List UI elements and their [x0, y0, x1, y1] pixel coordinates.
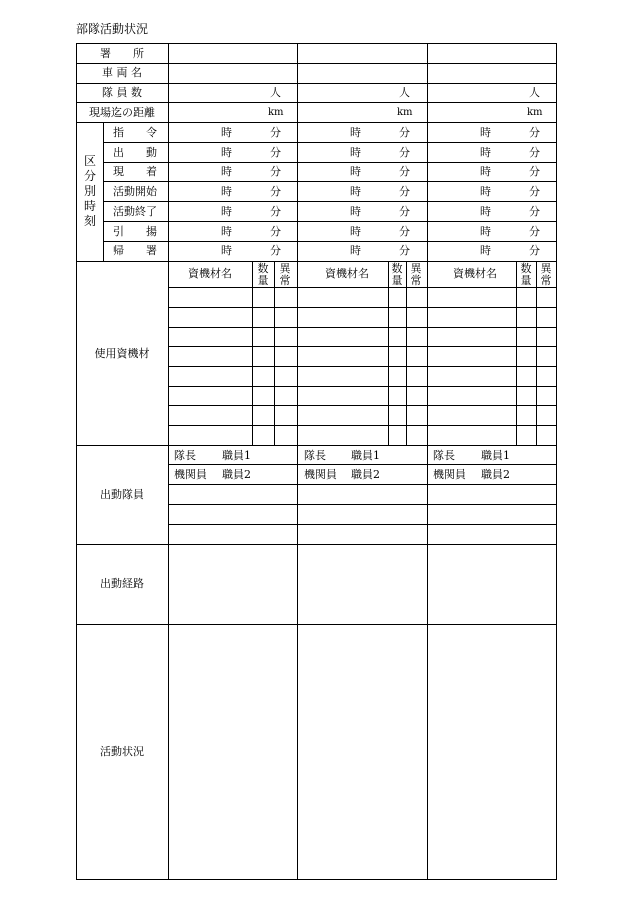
unit-hour: 時 [221, 165, 232, 178]
equipment-qty-header: 数 [391, 262, 403, 275]
time-group-label [83, 154, 97, 229]
unit-hour: 時 [221, 225, 232, 238]
crew-label: 出動隊員 [100, 488, 144, 501]
unit-minute: 分 [529, 165, 540, 178]
unit-person: 人 [399, 86, 410, 99]
time-row-label: 指 令 [113, 126, 157, 139]
equipment-abnormal-header: 常 [410, 274, 422, 287]
activity-label: 活動状況 [100, 745, 144, 758]
crew-role-staff1: 職員1 [351, 449, 380, 462]
crew-role-staff2: 職員2 [222, 468, 251, 481]
time-row-label: 帰 署 [113, 244, 157, 257]
unit-minute: 分 [270, 244, 281, 257]
equipment-qty-header: 数 [257, 262, 269, 275]
equipment-name-header: 資機材名 [453, 267, 497, 280]
equipment-name-header: 資機材名 [325, 267, 369, 280]
equipment-label: 使用資機材 [94, 347, 150, 360]
time-group-label-char: 別 [83, 184, 96, 198]
crew-role-engineer: 機関員 [304, 468, 337, 481]
time-group-label-char: 区 [83, 154, 96, 168]
unit-hour: 時 [480, 244, 491, 257]
time-row-label: 引 揚 [113, 225, 157, 238]
equipment-abnormal-header: 常 [279, 274, 291, 287]
unit-minute: 分 [399, 244, 410, 257]
unit-minute: 分 [399, 205, 410, 218]
crew-role-staff1: 職員1 [481, 449, 510, 462]
unit-minute: 分 [270, 165, 281, 178]
time-row-label: 現 着 [113, 165, 157, 178]
unit-minute: 分 [529, 244, 540, 257]
unit-hour: 時 [480, 146, 491, 159]
unit-minute: 分 [270, 126, 281, 139]
crew-role-captain: 隊長 [174, 449, 196, 462]
unit-hour: 時 [480, 225, 491, 238]
unit-minute: 分 [399, 146, 410, 159]
unit-hour: 時 [350, 225, 361, 238]
unit-minute: 分 [529, 205, 540, 218]
unit-minute: 分 [270, 225, 281, 238]
equipment-qty-header: 量 [520, 274, 532, 287]
unit-hour: 時 [350, 244, 361, 257]
equipment-abnormal-header: 異 [410, 262, 422, 275]
document-title: 部隊活動状況 [76, 22, 149, 36]
equipment-qty-header: 数 [520, 262, 532, 275]
unit-km: km [268, 107, 284, 118]
route-label: 出動経路 [100, 577, 144, 590]
unit-km: km [397, 107, 413, 118]
crew-role-engineer: 機関員 [174, 468, 207, 481]
time-row-label: 出 動 [113, 146, 157, 159]
crew-role-staff2: 職員2 [481, 468, 510, 481]
row-label-distance: 現場迄の距離 [89, 106, 155, 119]
unit-hour: 時 [221, 185, 232, 198]
equipment-qty-header: 量 [391, 274, 403, 287]
unit-hour: 時 [350, 185, 361, 198]
equipment-name-header: 資機材名 [188, 267, 232, 280]
crew-role-captain: 隊長 [433, 449, 455, 462]
time-group-label-char: 分 [83, 169, 96, 183]
unit-person: 人 [270, 86, 281, 99]
unit-hour: 時 [350, 126, 361, 139]
crew-role-captain: 隊長 [304, 449, 326, 462]
unit-minute: 分 [270, 146, 281, 159]
unit-hour: 時 [221, 205, 232, 218]
unit-minute: 分 [399, 126, 410, 139]
crew-role-engineer: 機関員 [433, 468, 466, 481]
crew-role-staff2: 職員2 [351, 468, 380, 481]
unit-hour: 時 [480, 205, 491, 218]
row-label-vehicle: 車 両 名 [102, 66, 142, 79]
unit-minute: 分 [399, 165, 410, 178]
unit-hour: 時 [221, 126, 232, 139]
row-label-station: 署 所 [100, 47, 144, 60]
unit-km: km [527, 107, 543, 118]
unit-hour: 時 [480, 126, 491, 139]
crew-role-staff1: 職員1 [222, 449, 251, 462]
unit-hour: 時 [350, 146, 361, 159]
unit-hour: 時 [221, 244, 232, 257]
equipment-qty-header: 量 [257, 274, 269, 287]
unit-minute: 分 [399, 185, 410, 198]
unit-minute: 分 [399, 225, 410, 238]
unit-hour: 時 [480, 165, 491, 178]
unit-hour: 時 [350, 205, 361, 218]
time-row-label: 活動開始 [113, 185, 157, 198]
unit-hour: 時 [221, 146, 232, 159]
unit-minute: 分 [529, 126, 540, 139]
equipment-abnormal-header: 異 [279, 262, 291, 275]
unit-minute: 分 [270, 205, 281, 218]
time-row-label: 活動終了 [113, 205, 157, 218]
row-label-members: 隊 員 数 [102, 86, 142, 99]
time-group-label-char: 刻 [83, 214, 96, 228]
equipment-abnormal-header: 異 [540, 262, 552, 275]
unit-minute: 分 [529, 146, 540, 159]
time-group-label-char: 時 [83, 199, 96, 213]
unit-person: 人 [529, 86, 540, 99]
unit-hour: 時 [480, 185, 491, 198]
equipment-abnormal-header: 常 [540, 274, 552, 287]
unit-minute: 分 [529, 225, 540, 238]
unit-hour: 時 [350, 165, 361, 178]
unit-minute: 分 [529, 185, 540, 198]
unit-minute: 分 [270, 185, 281, 198]
